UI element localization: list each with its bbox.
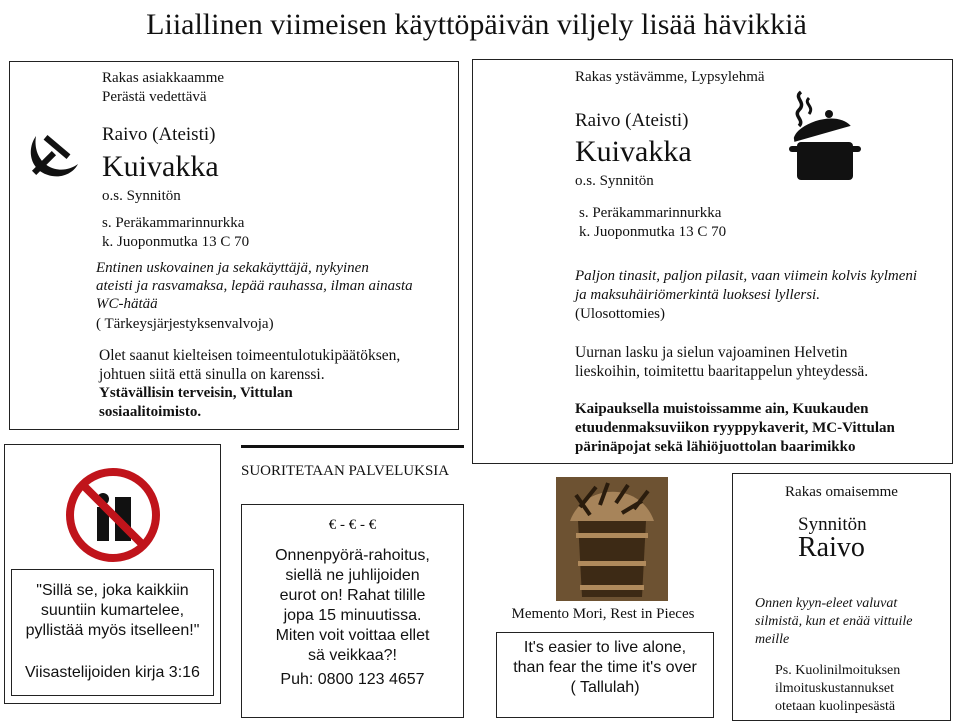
verse-line: meille — [755, 632, 790, 647]
first-names: Synnitön — [798, 514, 867, 535]
quote-line: "Sillä se, joka kaikkiin — [36, 582, 189, 599]
first-names: Raivo (Ateisti) — [575, 110, 689, 131]
verse-line: ateisti ja rasvamaksa, lepää rauhassa, ilman ainasta — [96, 278, 413, 294]
signature-line: Ystävällisin terveisin, Vittulan — [99, 385, 293, 401]
quote-line: suuntiin kumartelee, — [40, 602, 185, 619]
message-line: Uurnan lasku ja sielun vajoaminen Helvetin — [575, 344, 848, 361]
verse-line: WC-hätää — [96, 296, 158, 312]
euro-line: € - € - € — [328, 517, 377, 533]
greeting: Rakas ystävämme, Lypsylehmä — [575, 69, 765, 85]
quote-source: Viisastelijoiden kirja 3:16 — [25, 664, 200, 681]
obituary-ad-3 — [732, 473, 951, 721]
services-line: Miten voit voittaa ellet — [275, 627, 430, 644]
obituary-ad-2 — [472, 59, 953, 464]
phone-number: Puh: 0800 123 4657 — [280, 671, 425, 688]
divider — [241, 445, 464, 448]
memento-quote-line: than fear the time it's over — [513, 659, 697, 676]
surname: Kuivakka — [575, 135, 692, 168]
ps-line: otetaan kuolinpesästä — [775, 699, 896, 714]
quote-frame — [11, 569, 214, 696]
hammer-sickle-icon — [24, 128, 80, 184]
services-line: jopa 15 minuutissa. — [283, 607, 422, 624]
verse-line: silmistä, kun et enää vittuile — [755, 614, 913, 629]
quote-line: pyllistää myös itselleen!" — [25, 622, 200, 639]
memento-quote-line: It's easier to live alone, — [523, 639, 687, 656]
signature-line: Kaipauksella muistoissamme ain, Kuukauden — [575, 401, 869, 417]
message-line: johtuen siitä että sinulla on karenssi. — [99, 366, 325, 383]
services-heading: SUORITETAAN PALVELUKSIA — [241, 463, 450, 479]
birth-place: s. Peräkammarinnurkka — [102, 215, 245, 231]
services-line: Onnenpyörä-rahoitus, — [275, 547, 430, 564]
ps-line: Ps. Kuolinilmoituksen — [775, 663, 901, 678]
services-line: sä veikkaa?! — [308, 647, 397, 664]
greeting-sub: Perästä vedettävä — [102, 89, 207, 105]
death-place: k. Juoponmutka 13 C 70 — [102, 234, 250, 250]
cooking-pot-icon — [785, 90, 861, 182]
ps-line: ilmoituskustannukset — [775, 681, 894, 696]
services-ad — [241, 504, 464, 718]
memento-caption: Memento Mori, Rest in Pieces — [511, 606, 695, 622]
quote-ad — [4, 444, 221, 704]
verse-author: ( Tärkeysjärjestyksenvalvoja) — [96, 316, 274, 332]
verse-line: Onnen kyyn-eleet valuvat — [755, 596, 898, 611]
signature-line: pärinäpojat sekä lähiöjuottolan baarimikko — [575, 439, 856, 455]
first-names: Raivo (Ateisti) — [102, 124, 216, 145]
signature-line: etuudenmaksuviikon ryyppykaverit, MC-Vittulan — [575, 420, 895, 436]
maiden-name: o.s. Synnitön — [102, 188, 181, 204]
verse-line: Entinen uskovainen ja sekakäyttäjä, nykyinen — [96, 260, 369, 276]
verse-author: (Ulosottomies) — [575, 306, 665, 322]
message-line: Olet saanut kielteisen toimeentulotukipäätöksen, — [99, 347, 401, 364]
barrel-photo — [556, 477, 668, 601]
surname: Kuivakka — [102, 150, 219, 183]
obituary-ad-1 — [9, 61, 459, 430]
memento-quote-author: ( Tallulah) — [570, 679, 640, 696]
death-place: k. Juoponmutka 13 C 70 — [579, 224, 727, 240]
signature-line: sosiaalitoimisto. — [99, 404, 202, 420]
greeting: Rakas omaisemme — [785, 484, 898, 500]
greeting: Rakas asiakkaamme — [102, 70, 225, 86]
birth-place: s. Peräkammarinnurkka — [579, 205, 722, 221]
verse-line: Paljon tinasit, paljon pilasit, vaan viimein kolvis kylmeni — [575, 268, 918, 284]
page-title: Liiallinen viimeisen käyttöpäivän viljely lisää hävikkiä — [146, 8, 807, 41]
no-sign-icon — [65, 467, 161, 563]
services-line: eurot on! Rahat tilille — [279, 587, 426, 604]
verse-line: ja maksuhäiriömerkintä luoksesi lyllersi. — [575, 287, 820, 303]
maiden-name: o.s. Synnitön — [575, 173, 654, 189]
surname: Raivo — [798, 532, 865, 563]
message-line: lieskoihin, toimitettu baaritappelun yhteydessä. — [575, 363, 869, 380]
services-line: siellä ne juhlijoiden — [285, 567, 420, 584]
memento-quote-box — [496, 632, 714, 718]
